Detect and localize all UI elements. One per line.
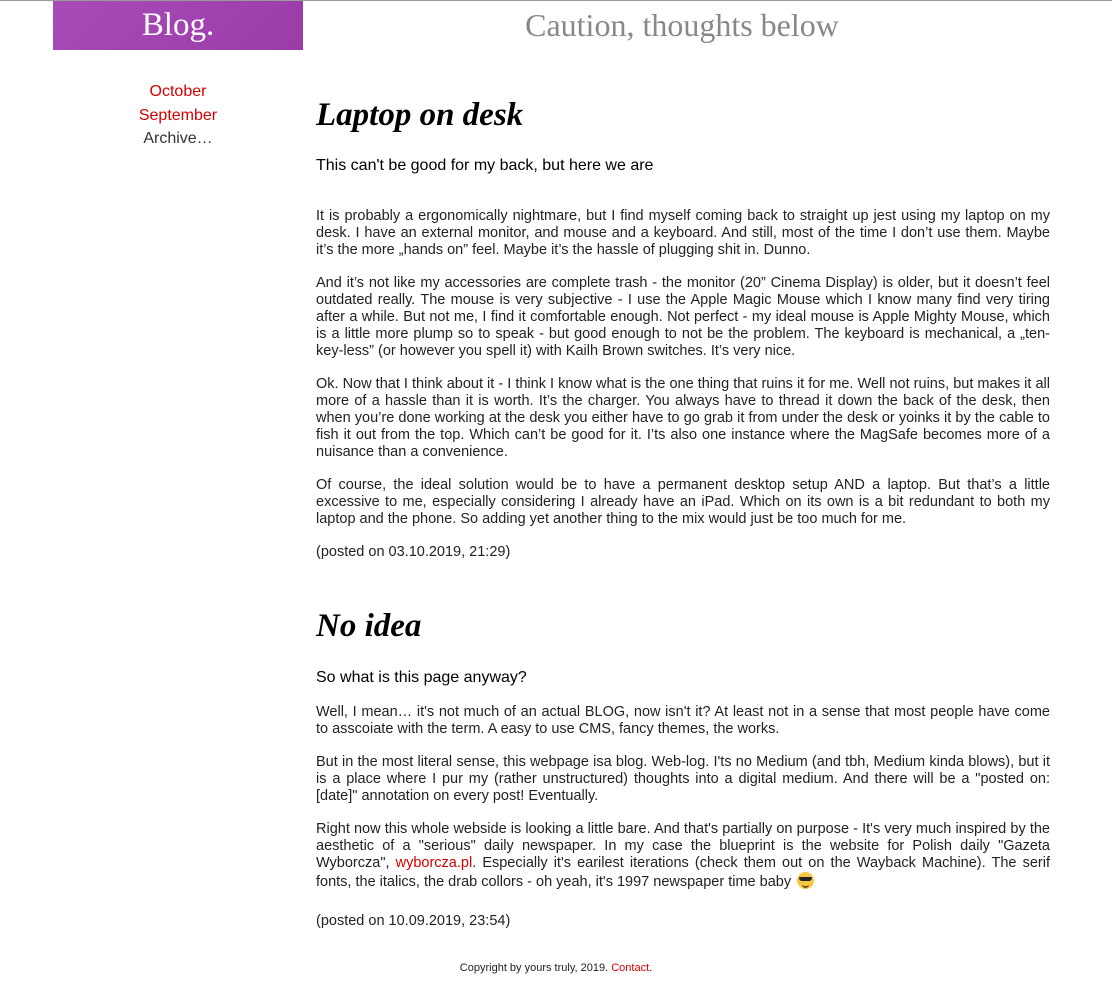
post-paragraph: It is probably a ergonomically nightmare, but I find myself coming back to straight up jest using my laptop on my desk. I have an external monitor, and mouse and a keyboard. And still, most of the time I don’t use them. Maybe it’s the more „hands on” feel. Maybe it’s the hassle of plugging shit in. Dunno.	[316, 208, 1050, 258]
paragraph-text: Right now this whole webside is looking a little bare. And that's partially on purpose - It's very much inspired by the aesthetic of a "serious" daily newspaper. In my case the blueprint is the website for Polish daily "Gazeta Wyborcza",	[316, 821, 1050, 871]
smiling-face-with-sunglasses-icon	[797, 872, 814, 889]
post-lede: This can't be good for my back, but here we are	[316, 157, 654, 174]
sidebar-nav	[53, 80, 303, 151]
paragraph-text: . Especially it's earilest iterations (check them out on the Wayback Machine). The serif fonts, the italics, the drab collors - oh yeah, it's 1997 newspaper time baby	[316, 855, 1050, 890]
copyright-text: Copyright by yours truly, 2019.	[459, 962, 612, 974]
footer-period: .	[649, 962, 653, 974]
post-lede: So what is this page anyway?	[316, 669, 527, 686]
post-paragraph: But in the most literal sense, this webpage isa blog. Web-log. I'ts no Medium (and tbh, Medium kinda blows), but it is a place where I pur my (rather unstructured) thoughts into a digital medium. And there will be a "posted on: [date]" annotation on every post! Eventually.	[316, 754, 1050, 804]
post-paragraph: And it’s not like my accessories are complete trash - the monitor (20” Cinema Display) is older, but it doesn’t feel outdated really. The mouse is very subjective - I use the Apple Magic Mouse which I know many find very tiring after a while. But not me, I find it comfortable enough. Not perfect - my ideal mouse is Apple Mighty Mouse, which is a little more plump so to speak - but good enough to not be the problem. The keyboard is mechanical, a „ten-key-less” (or however you spell it) with Kailh Brown switches. It’s very nice.	[316, 275, 1050, 359]
post-paragraph: Well, I mean… it's not much of an actual BLOG, now isn't it? At least not in a sense that most people have come to asscoiate with the term. A easy to use CMS, fancy themes, the works.	[316, 704, 1050, 737]
post-paragraph: Of course, the ideal solution would be to have a permanent desktop setup AND a laptop. But that’s a little excessive to me, especially considering I already have an iPad. Which on its own is a bit redundant to both my laptop and the phone. So adding yet another thing to the mix would just be too much for me.	[316, 477, 1050, 527]
post-paragraph	[316, 821, 1050, 891]
post-paragraph: Ok. Now that I think about it - I think I know what is the one thing that ruins it for me. Well not ruins, but makes it all more of a hassle than it is worth. It’s the charger. You always have to thread it down the back of the desk, then when you’re done working at the desk you either have to go grab it from under the desk or yoinks it by the cable to fish it out from the top. Which can’t be good for it. I’ts also one instance where the MagSafe becomes more of a nuisance than a convenience.	[316, 376, 1050, 460]
post-title: No idea	[316, 608, 422, 644]
page-footer	[0, 962, 1112, 975]
site-tagline: Caution, thoughts below	[525, 7, 839, 43]
sidebar-link-archive[interactable]: Archive…	[143, 130, 213, 147]
post-title: Laptop on desk	[316, 97, 524, 133]
sidebar-link-october[interactable]: October	[149, 83, 207, 100]
post-timestamp: (posted on 10.09.2019, 23:54)	[316, 913, 511, 929]
contact-link[interactable]: Contact	[611, 962, 650, 974]
wyborcza-link[interactable]: wyborcza.pl	[395, 855, 473, 871]
post-timestamp: (posted on 03.10.2019, 21:29)	[316, 544, 511, 560]
site-logo[interactable]: Blog.	[53, 1, 303, 50]
sidebar-link-september[interactable]: September	[138, 106, 218, 124]
